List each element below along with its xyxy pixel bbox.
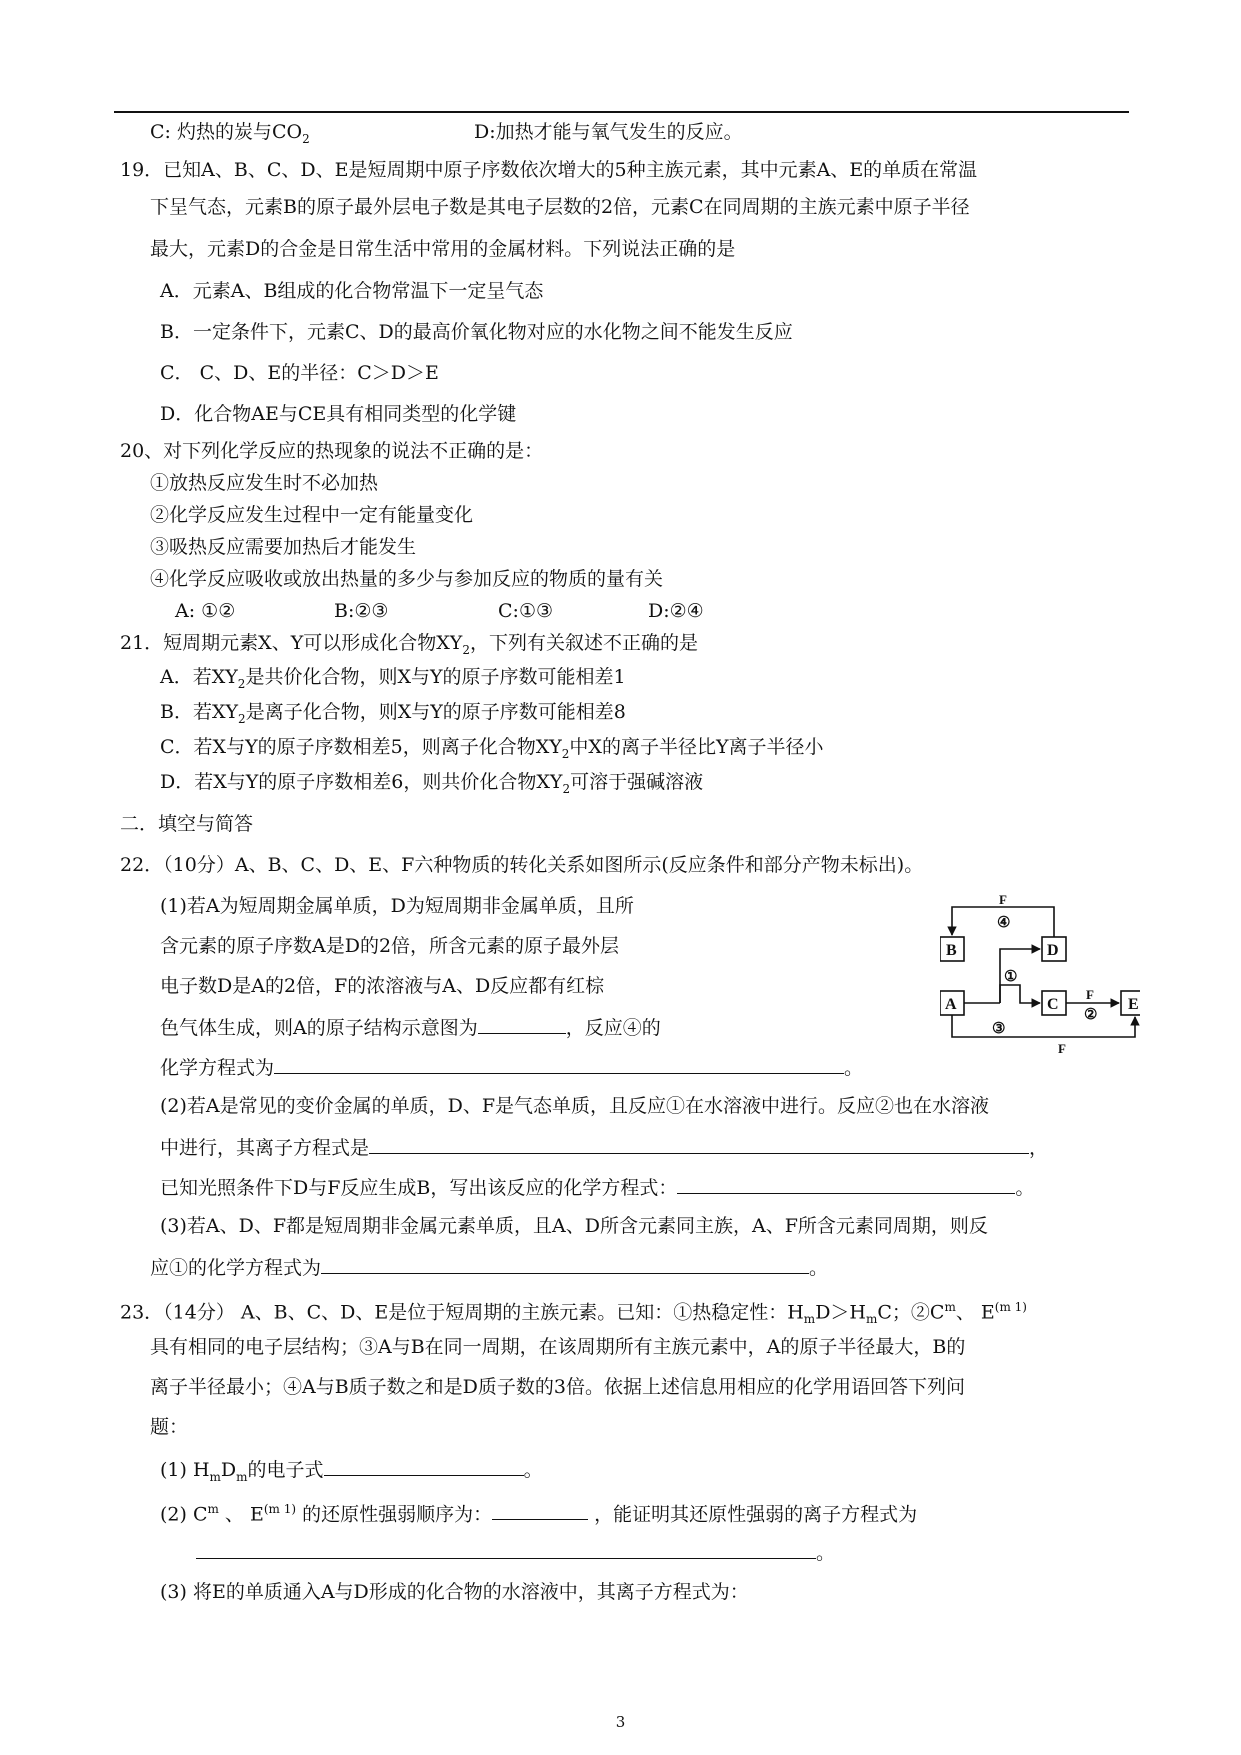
q22-part1-line4: 色气体生成，则A的原子结构示意图为 ，反应④的: [160, 1013, 661, 1041]
q20-option-a: A: ①②: [175, 600, 236, 622]
q22-part3-line2: 应①的化学方程式为 。: [150, 1253, 828, 1281]
q20-item-4: ④化学反应吸收或放出热量的多少与参加反应的物质的量有关: [150, 568, 664, 590]
answer-blank[interactable]: [369, 1133, 1029, 1154]
answer-blank[interactable]: [478, 1013, 566, 1034]
answer-blank[interactable]: [321, 1253, 809, 1274]
q22-part1-line5: 化学方程式为 。: [160, 1053, 863, 1081]
node-c-label: C: [1047, 996, 1059, 1013]
q19-stem-line3: 最大，元素D的合金是日常生活中常用的金属材料。下列说法正确的是: [150, 238, 736, 260]
label-reaction-2: ②: [1084, 1007, 1098, 1023]
q18-option-d: D:加热才能与氧气发生的反应。: [474, 121, 743, 143]
q21-option-d: D．若X与Y的原子序数相差6，则共价化合物$XY_2$可溶于强碱溶液: [160, 771, 704, 796]
q19-option-a: A．元素A、B组成的化合物常温下一定呈气态: [160, 280, 544, 302]
q19-option-d: D．化合物AE与CE具有相同类型的化学键: [160, 403, 517, 425]
q21-option-a: A．若$XY_2$是共价化合物，则X与Y的原子序数可能相差1: [160, 666, 626, 691]
q23-part1: (1) $H_mD_m$的电子式 。: [160, 1455, 543, 1490]
answer-blank[interactable]: [677, 1173, 1015, 1194]
q20-item-2: ②化学反应发生过程中一定有能量变化: [150, 504, 474, 526]
label-f-bottom: F: [1058, 1041, 1066, 1055]
label-reaction-4: ④: [997, 915, 1011, 931]
label-f-top: F: [999, 895, 1007, 907]
q19-stem-line1: 19．已知A、B、C、D、E是短周期中原子序数依次增大的5种主族元素，其中元素A、E的单质在常温: [120, 159, 978, 181]
q23-part2-line2: 。: [196, 1538, 835, 1566]
q20-item-1: ①放热反应发生时不必加热: [150, 472, 379, 494]
q19-option-b: B．一定条件下，元素C、D的最高价氧化物对应的水化物之间不能发生反应: [160, 321, 793, 343]
q19-stem-line2: 下呈气态，元素B的原子最外层电子数是其电子层数的2倍，元素C在同周期的主族元素中原子半径: [150, 196, 970, 218]
q22-part2-line3: 已知光照条件下D与F反应生成B，写出该反应的化学方程式： 。: [160, 1173, 1034, 1201]
q22-stem: 22．（10分）A、B、C、D、E、F六种物质的转化关系如图所示(反应条件和部分产物未标出)。: [120, 854, 924, 876]
q18-option-c: C: 灼热的炭与$CO_2$: [150, 121, 310, 146]
q23-part2-line1: (2) $C^m$ 、 $E^{(m 1)}$ 的还原性强弱顺序为： ，能证明其还原性强弱的离子方程式为: [160, 1496, 917, 1527]
q20-option-c: C:①③: [498, 600, 554, 622]
q20-option-b: B:②③: [334, 600, 389, 622]
q23-stem-line3: 离子半径最小；④A与B质子数之和是D质子数的3倍。依据上述信息用相应的化学用语回答下列问: [150, 1376, 966, 1398]
q22-part1-line3: 电子数D是A的2倍，F的浓溶液与A、D反应都有红棕: [160, 975, 605, 997]
node-d-label: D: [1047, 942, 1059, 959]
header-rule: [114, 111, 1129, 113]
q22-part2-line1: (2)若A是常见的变价金属的单质，D、F是气态单质，且反应①在水溶液中进行。反应②也在水溶液: [160, 1095, 990, 1117]
q23-part3: (3) 将E的单质通入A与D形成的化合物的水溶液中，其离子方程式为：: [160, 1581, 749, 1603]
arrow-reaction-1-to-c: [1000, 985, 1040, 1003]
answer-blank[interactable]: [196, 1538, 816, 1559]
q19-option-c: C． C、D、E的半径：C＞D＞E: [160, 362, 439, 384]
label-reaction-3: ③: [992, 1021, 1006, 1037]
q22-part1-line1: (1)若A为短周期金属单质，D为短周期非金属单质，且所: [160, 895, 634, 917]
section-heading: 二．填空与简答: [120, 813, 254, 835]
q21-option-b: B．若$XY_2$是离子化合物，则X与Y的原子序数可能相差8: [160, 701, 626, 726]
arrow-reaction-3: [952, 1015, 1135, 1037]
q23-stem-line1: 23．（14分） A、B、C、D、E是位于短周期的主族元素。已知：①热稳定性：$H_mD>H_mC$；$②C^m$、 $E^{(m 1)}$: [120, 1300, 1027, 1327]
page-number: 3: [615, 1713, 626, 1731]
q22-part3-line1: (3)若A、D、F都是短周期非金属元素单质，且A、D所含元素同主族，A、F所含元素同周期，则反: [160, 1215, 988, 1237]
node-e-label: E: [1128, 996, 1139, 1013]
q22-part2-line2: 中进行，其离子方程式是 ，: [160, 1133, 1048, 1161]
q23-stem-line4: 题：: [150, 1416, 189, 1438]
q23-stem-line2: 具有相同的电子层结构；③A与B在同一周期，在该周期所有主族元素中，A的原子半径最大，B的: [150, 1336, 966, 1358]
node-b-label: B: [946, 942, 957, 959]
reaction-diagram: [940, 895, 1140, 1055]
answer-blank[interactable]: [274, 1053, 844, 1074]
answer-blank[interactable]: [324, 1455, 524, 1476]
label-f-mid: F: [1086, 987, 1094, 1002]
node-a-label: A: [945, 996, 957, 1013]
q20-item-3: ③吸热反应需要加热后才能发生: [150, 536, 417, 558]
q20-option-d: D:②④: [648, 600, 704, 622]
q21-stem: 21．短周期元素X、Y可以形成化合物$XY_2$，下列有关叙述不正确的是: [120, 632, 698, 657]
q22-part1-line2: 含元素的原子序数A是D的2倍，所含元素的原子最外层: [160, 935, 620, 957]
label-reaction-1: ①: [1004, 969, 1018, 985]
q21-option-c: C．若X与Y的原子序数相差5，则离子化合物$XY_2$中X的离子半径比Y离子半径小: [160, 736, 824, 761]
answer-blank[interactable]: [492, 1499, 588, 1520]
q20-stem: 20、对下列化学反应的热现象的说法不正确的是：: [120, 440, 544, 462]
